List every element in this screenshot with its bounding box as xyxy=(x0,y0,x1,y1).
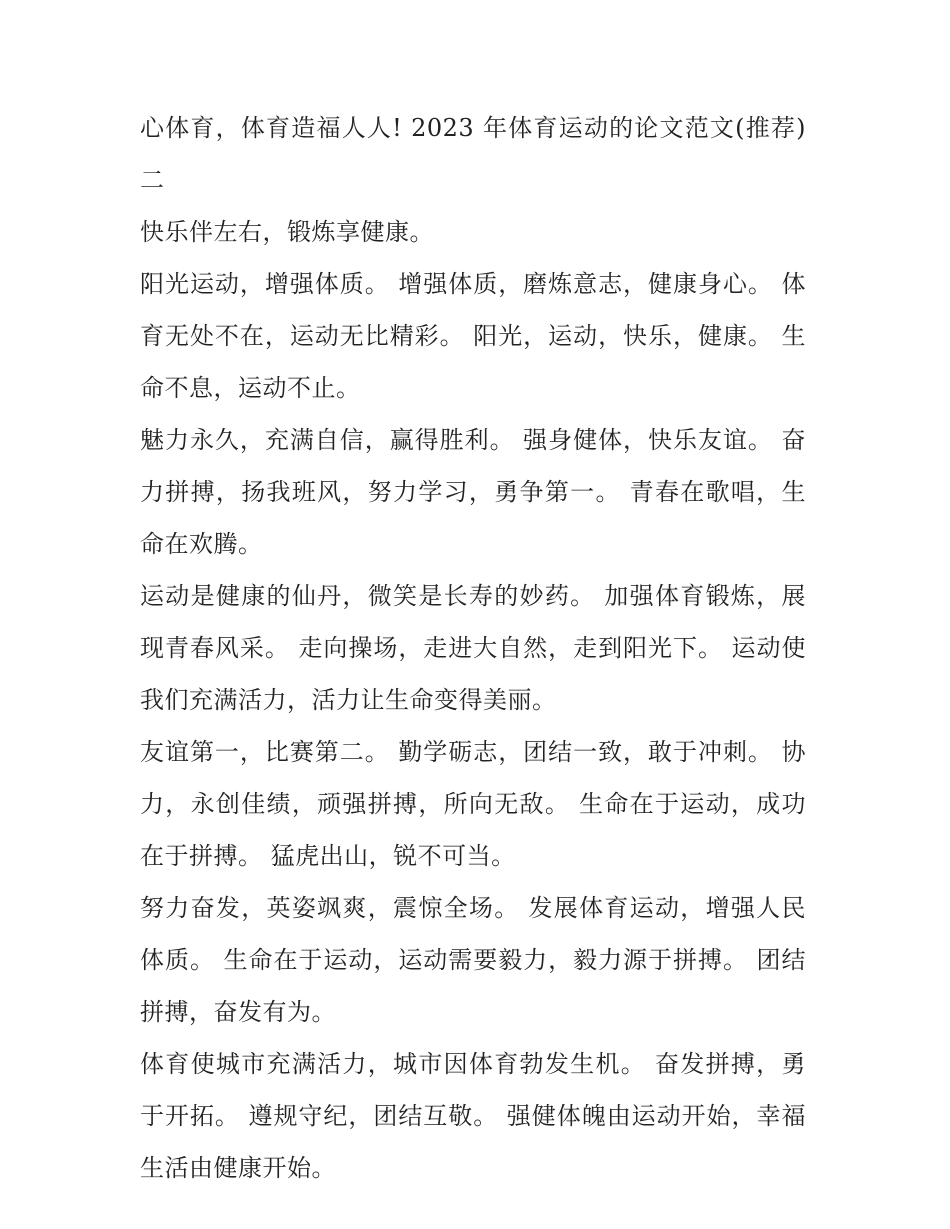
paragraph: 友谊第一，比赛第二。 勤学砺志，团结一致，敢于冲刺。 协力，永创佳绩，顽强拼搏，所向无敌。 生命在于运动，成功在于拼搏。 猛虎出山，锐不可当。 xyxy=(140,738,806,870)
paragraph: 快乐伴左右，锻炼享健康。 xyxy=(140,218,434,246)
document-body xyxy=(140,102,806,1194)
paragraph: 体育使城市充满活力，城市因体育勃发生机。 奋发拼搏，勇于开拓。 遵规守纪，团结互敬。 强健体魄由运动开始，幸福生活由健康开始。 xyxy=(140,1050,806,1182)
paragraph: 阳光运动，增强体质。 增强体质，磨炼意志，健康身心。 体育无处不在，运动无比精彩。 阳光，运动，快乐，健康。 生命不息，运动不止。 xyxy=(140,270,806,402)
paragraph: 心体育，体育造福人人! 2023 年体育运动的论文范文(推荐)二 xyxy=(140,114,806,194)
paragraph: 魅力永久，充满自信，赢得胜利。 强身健体，快乐友谊。 奋力拼搏，扬我班风，努力学习，勇争第一。 青春在歌唱，生命在欢腾。 xyxy=(140,426,806,558)
paragraph: 运动是健康的仙丹，微笑是长寿的妙药。 加强体育锻炼，展现青春风采。 走向操场，走进大自然，走到阳光下。 运动使我们充满活力，活力让生命变得美丽。 xyxy=(140,582,806,714)
paragraph: 努力奋发，英姿飒爽，震惊全场。 发展体育运动，增强人民体质。 生命在于运动，运动需要毅力，毅力源于拼搏。 团结拼搏，奋发有为。 xyxy=(140,894,806,1026)
